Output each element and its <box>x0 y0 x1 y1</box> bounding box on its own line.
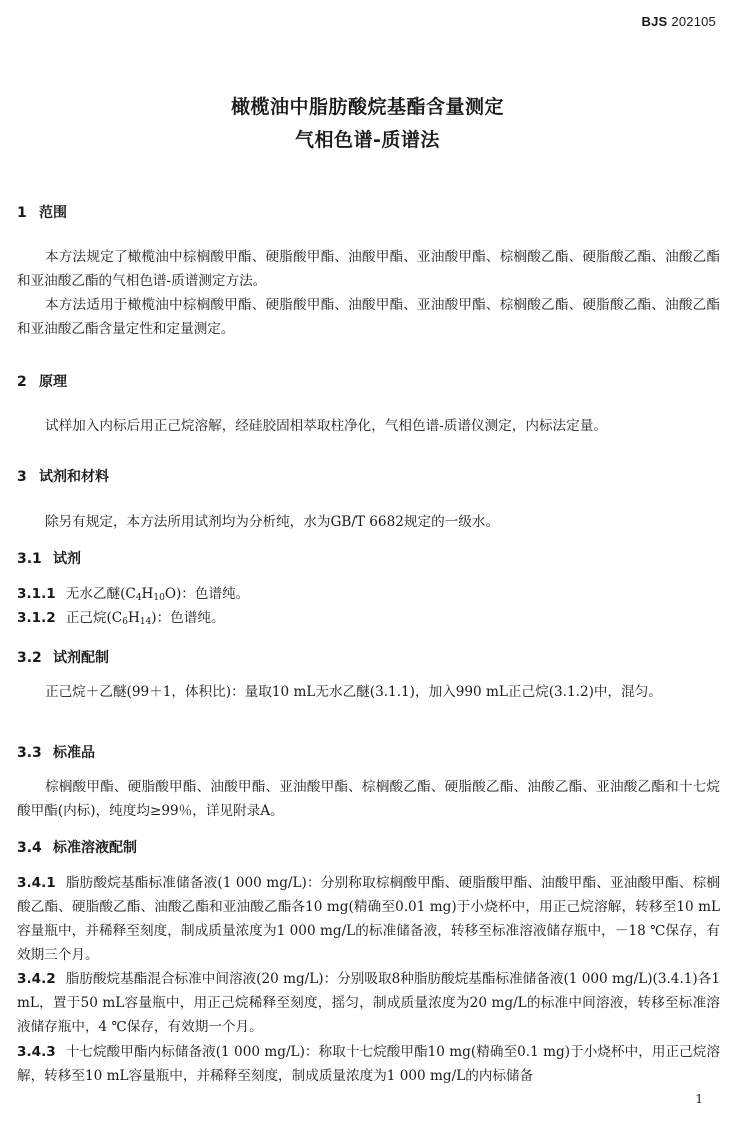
section-3-3-paragraph-1: 棕榈酸甲酯、硬脂酸甲酯、油酸甲酯、亚油酸甲酯、棕榈酸乙酯、硬脂酸乙酯、油酸乙酯、亚油酸乙酯和十七烷酸甲酯(内标)，纯度均≥99％，详见附录A。 <box>17 779 720 819</box>
item-3-4-3 <box>17 1040 720 1088</box>
item-number: 3.4.1 <box>17 875 56 891</box>
section-3-3-heading <box>17 742 95 762</box>
section-title: 范围 <box>39 205 67 221</box>
item-text: 脂肪酸烷基酯混合标准中间溶液(20 mg/L)：分别吸取8种脂肪酸烷基酯标准储备液(1 000 mg/L)(3.4.1)各1 mL，置于50 mL容量瓶中，用正己烷稀释至刻度，摇匀，制成质量浓度为20 mg/L的标准中间溶液，转移至标准溶液储存瓶中，4 ℃保存，有效期一个月。 <box>17 971 720 1035</box>
formula-text: 正己烷(C <box>65 610 123 626</box>
document-title-line2: 气相色谱-质谱法 <box>295 129 440 151</box>
section-number: 3.4 <box>17 840 42 856</box>
section-number: 1 <box>17 205 27 221</box>
section-1-paragraph-1: 本方法规定了橄榄油中棕榈酸甲酯、硬脂酸甲酯、油酸甲酯、亚油酸甲酯、棕榈酸乙酯、硬脂酸乙酯、油酸乙酯和亚油酸乙酯的气相色谱-质谱测定方法。 <box>17 249 720 289</box>
formula-text: )：色谱纯。 <box>151 610 225 626</box>
section-number: 3 <box>17 469 27 485</box>
section-3-2-heading <box>17 647 109 667</box>
section-title: 试剂配制 <box>53 650 109 666</box>
section-title: 试剂 <box>53 551 81 567</box>
section-3-paragraph-1: 除另有规定，本方法所用试剂均为分析纯，水为GB/T 6682规定的一级水。 <box>45 514 500 530</box>
section-number: 3.1 <box>17 551 42 567</box>
section-3-2-paragraph-1: 正己烷＋乙醚(99＋1，体积比)：量取10 mL无水乙醚(3.1.1)，加入990 mL正己烷(3.1.2)中，混匀。 <box>45 684 662 700</box>
section-number: 3.3 <box>17 745 42 761</box>
item-text: 脂肪酸烷基酯标准储备液(1 000 mg/L)：分别称取棕榈酸甲酯、硬脂酸甲酯、油酸甲酯、亚油酸甲酯、棕榈酸乙酯、硬脂酸乙酯、油酸乙酯和亚油酸乙酯各10 mg(精确至0.01 mg)于小烧杯中，用正己烷溶解，转移至10 mL容量瓶中，并稀释至刻度，制成质量浓度为1 000 mg/L的标准储备液，转移至标准溶液储存瓶中，－18 ℃保存，有效期三个月。 <box>17 875 720 963</box>
formula-text: O)：色谱纯。 <box>164 586 250 602</box>
item-number: 3.4.2 <box>17 971 56 987</box>
item-number: 3.4.3 <box>17 1044 56 1060</box>
section-3-1-heading <box>17 548 81 568</box>
section-2-paragraph-1: 试样加入内标后用正己烷溶解，经硅胶固相萃取柱净化，气相色谱-质谱仪测定，内标法定量。 <box>45 418 607 434</box>
item-3-4-2 <box>17 967 720 1039</box>
section-1-paragraph-2: 本方法适用于橄榄油中棕榈酸甲酯、硬脂酸甲酯、油酸甲酯、亚油酸甲酯、棕榈酸乙酯、硬脂酸乙酯、油酸乙酯和亚油酸乙酯含量定性和定量测定。 <box>17 297 720 337</box>
subscript: 4 <box>135 593 142 603</box>
subscript: 14 <box>139 617 152 627</box>
item-text: 十七烷酸甲酯内标储备液(1 000 mg/L)：称取十七烷酸甲酯10 mg(精确至0.1 mg)于小烧杯中，用正己烷溶解，转移至10 mL容量瓶中，并稀释至刻度，制成质量浓度为1 000 mg/L的内标储备 <box>17 1044 720 1084</box>
document-code-prefix: BJS <box>641 14 668 29</box>
item-number: 3.1.1 <box>17 586 56 602</box>
formula-text: 无水乙醚(C <box>65 586 136 602</box>
document-code <box>642 14 716 29</box>
section-1-heading <box>17 202 67 222</box>
subscript: 10 <box>153 593 165 603</box>
section-3-heading <box>17 466 109 486</box>
document-code-number: 202105 <box>671 14 716 29</box>
formula-text: H <box>127 610 140 626</box>
page-number: 1 <box>695 1092 703 1106</box>
subscript: 6 <box>122 617 128 627</box>
section-3-4-heading <box>17 837 137 857</box>
document-title-line1: 橄榄油中脂肪酸烷基酯含量测定 <box>230 96 504 118</box>
formula-text: H <box>141 586 154 602</box>
item-number: 3.1.2 <box>17 610 56 626</box>
item-3-4-1 <box>17 871 720 967</box>
section-title: 标准溶液配制 <box>53 840 137 856</box>
section-number: 3.2 <box>17 650 42 666</box>
section-2-heading <box>17 371 67 391</box>
section-title: 试剂和材料 <box>39 469 109 485</box>
item-3-1-2 <box>17 606 720 634</box>
section-number: 2 <box>17 374 27 390</box>
section-title: 标准品 <box>53 745 95 761</box>
section-title: 原理 <box>39 374 67 390</box>
